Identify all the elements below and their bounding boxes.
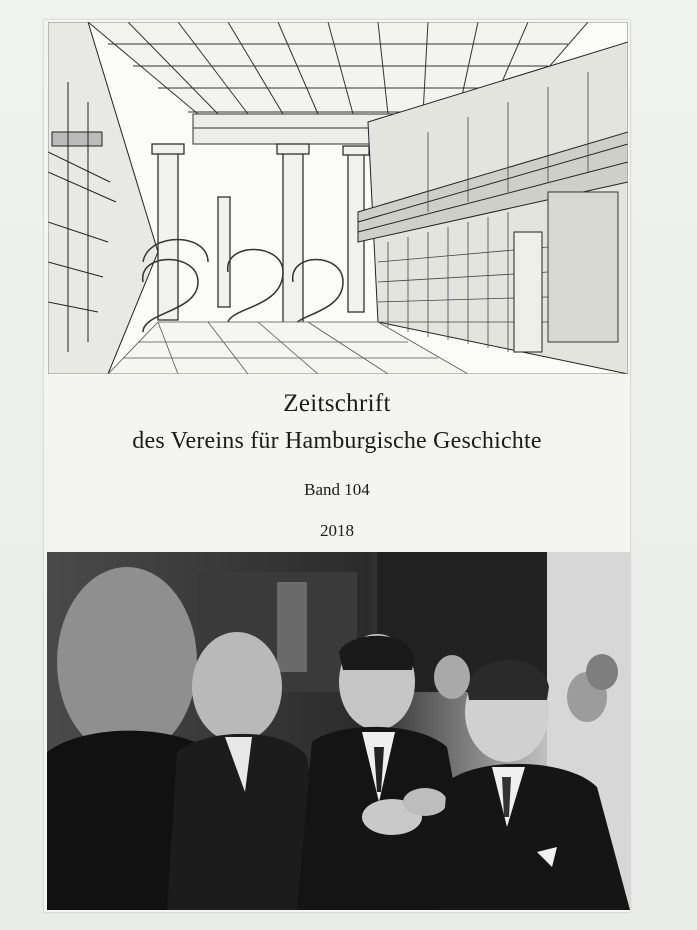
photo-illustration bbox=[47, 552, 630, 910]
title-block bbox=[44, 376, 630, 552]
journal-subtitle: des Vereins für Hamburgische Geschichte bbox=[132, 428, 542, 454]
book-cover bbox=[44, 20, 630, 912]
library-hall-engraving bbox=[48, 22, 628, 374]
volume-label: Band 104 bbox=[304, 480, 370, 499]
publication-year: 2018 bbox=[320, 521, 354, 540]
men-in-suits-photograph bbox=[47, 552, 630, 910]
journal-title: Zeitschrift bbox=[283, 390, 391, 417]
engraving-illustration bbox=[48, 22, 628, 374]
